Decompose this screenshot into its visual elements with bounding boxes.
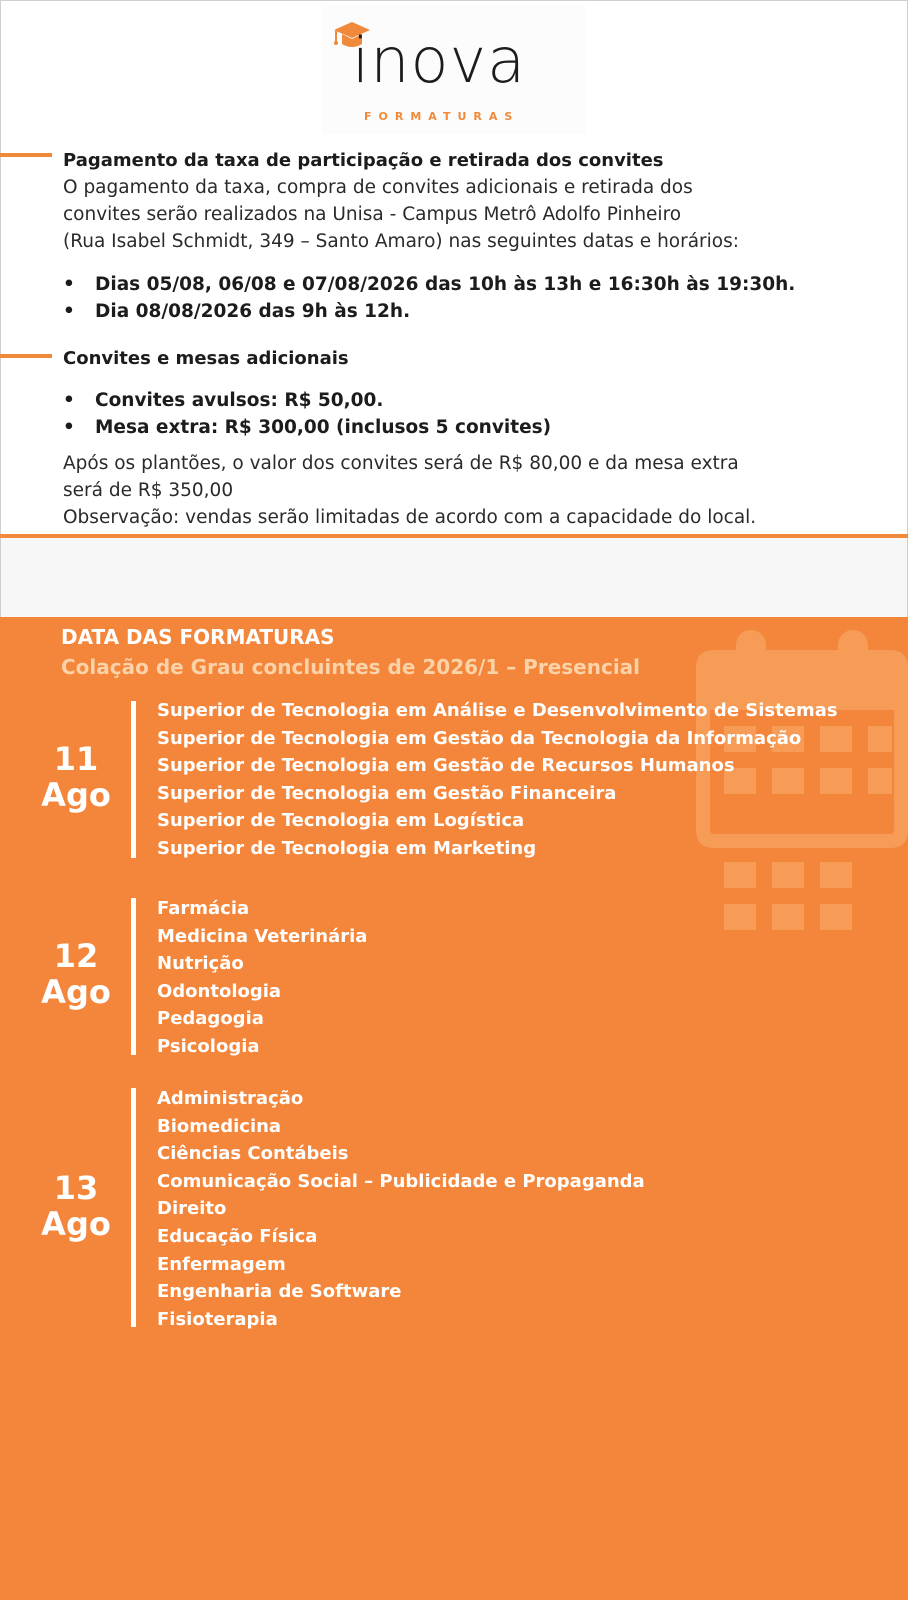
course-item: Enfermagem — [157, 1253, 286, 1275]
section-marker — [0, 354, 52, 358]
course-list — [157, 1085, 645, 1333]
invites-line: Observação: vendas serão limitadas de acordo com a capacidade do local. — [63, 507, 757, 528]
invites-line: Após os plantões, o valor dos convites será de R$ 80,00 e da mesa extra — [63, 453, 739, 474]
logo-subtitle: FORMATURAS — [364, 110, 520, 123]
date-day: 13 — [53, 1169, 99, 1207]
course-item: Pedagogia — [157, 1008, 264, 1030]
list-item: • Mesa extra: R$ 300,00 (inclusos 5 convites) — [63, 414, 551, 441]
list-item: • Convites avulsos: R$ 50,00. — [63, 387, 551, 414]
date-divider — [131, 701, 136, 858]
course-item: Superior de Tecnologia em Marketing — [157, 837, 537, 859]
section-marker — [0, 153, 52, 157]
course-item: Ciências Contábeis — [157, 1143, 349, 1165]
list-item: • Dia 08/08/2026 das 9h às 12h. — [63, 298, 795, 325]
course-item: Direito — [157, 1198, 227, 1220]
date-divider — [131, 898, 136, 1055]
invites-price-list — [63, 387, 551, 441]
date-block — [20, 938, 132, 1010]
date-block — [20, 1170, 132, 1242]
invites-text — [63, 450, 893, 531]
spacer-band — [0, 538, 908, 617]
course-item: Farmácia — [157, 898, 250, 919]
course-item: Fisioterapia — [157, 1308, 278, 1330]
date-month: Ago — [41, 1205, 111, 1243]
course-item: Nutrição — [157, 953, 244, 975]
invites-line: será de R$ 350,00 — [63, 480, 234, 501]
date-month: Ago — [41, 776, 111, 814]
payment-title: Pagamento da taxa de participação e retirada dos convites — [63, 150, 664, 171]
date-month: Ago — [41, 973, 111, 1011]
course-item: Engenharia de Software — [157, 1281, 402, 1303]
course-item: Medicina Veterinária — [157, 925, 368, 947]
course-item: Superior de Tecnologia em Logística — [157, 810, 525, 832]
payment-text — [63, 174, 893, 255]
payment-schedule-list — [63, 271, 795, 325]
invites-title: Convites e mesas adicionais — [63, 348, 349, 369]
logo-wordmark: inova — [352, 24, 527, 97]
course-item: Odontologia — [157, 980, 282, 1002]
dates-title: DATA DAS FORMATURAS — [61, 625, 335, 649]
date-block — [20, 741, 132, 813]
payment-line: convites serão realizados na Unisa - Campus Metrô Adolfo Pinheiro — [63, 204, 682, 225]
inova-logo — [322, 6, 586, 134]
date-day: 12 — [53, 937, 99, 975]
course-item: Superior de Tecnologia em Gestão de Recursos Humanos — [157, 755, 735, 777]
list-item: • Dias 05/08, 06/08 e 07/08/2026 das 10h às 13h e 16:30h às 19:30h. — [63, 271, 795, 298]
dates-subtitle: Colação de Grau concluintes de 2026/1 – Presencial — [61, 655, 641, 679]
course-item: Superior de Tecnologia em Gestão da Tecnologia da Informação — [157, 727, 802, 749]
payment-line: O pagamento da taxa, compra de convites adicionais e retirada dos — [63, 177, 693, 198]
date-day: 11 — [53, 740, 99, 778]
course-list — [157, 697, 838, 863]
course-item: Psicologia — [157, 1035, 260, 1057]
payment-line: (Rua Isabel Schmidt, 349 – Santo Amaro) nas seguintes datas e horários: — [63, 231, 739, 252]
course-item: Comunicação Social – Publicidade e Propaganda — [157, 1170, 645, 1192]
date-divider — [131, 1088, 136, 1327]
course-item: Administração — [157, 1088, 304, 1109]
course-item: Superior de Tecnologia em Análise e Desenvolvimento de Sistemas — [157, 700, 838, 721]
course-list — [157, 895, 367, 1061]
course-item: Superior de Tecnologia em Gestão Financeira — [157, 782, 617, 804]
course-item: Biomedicina — [157, 1115, 282, 1137]
course-item: Educação Física — [157, 1225, 318, 1247]
